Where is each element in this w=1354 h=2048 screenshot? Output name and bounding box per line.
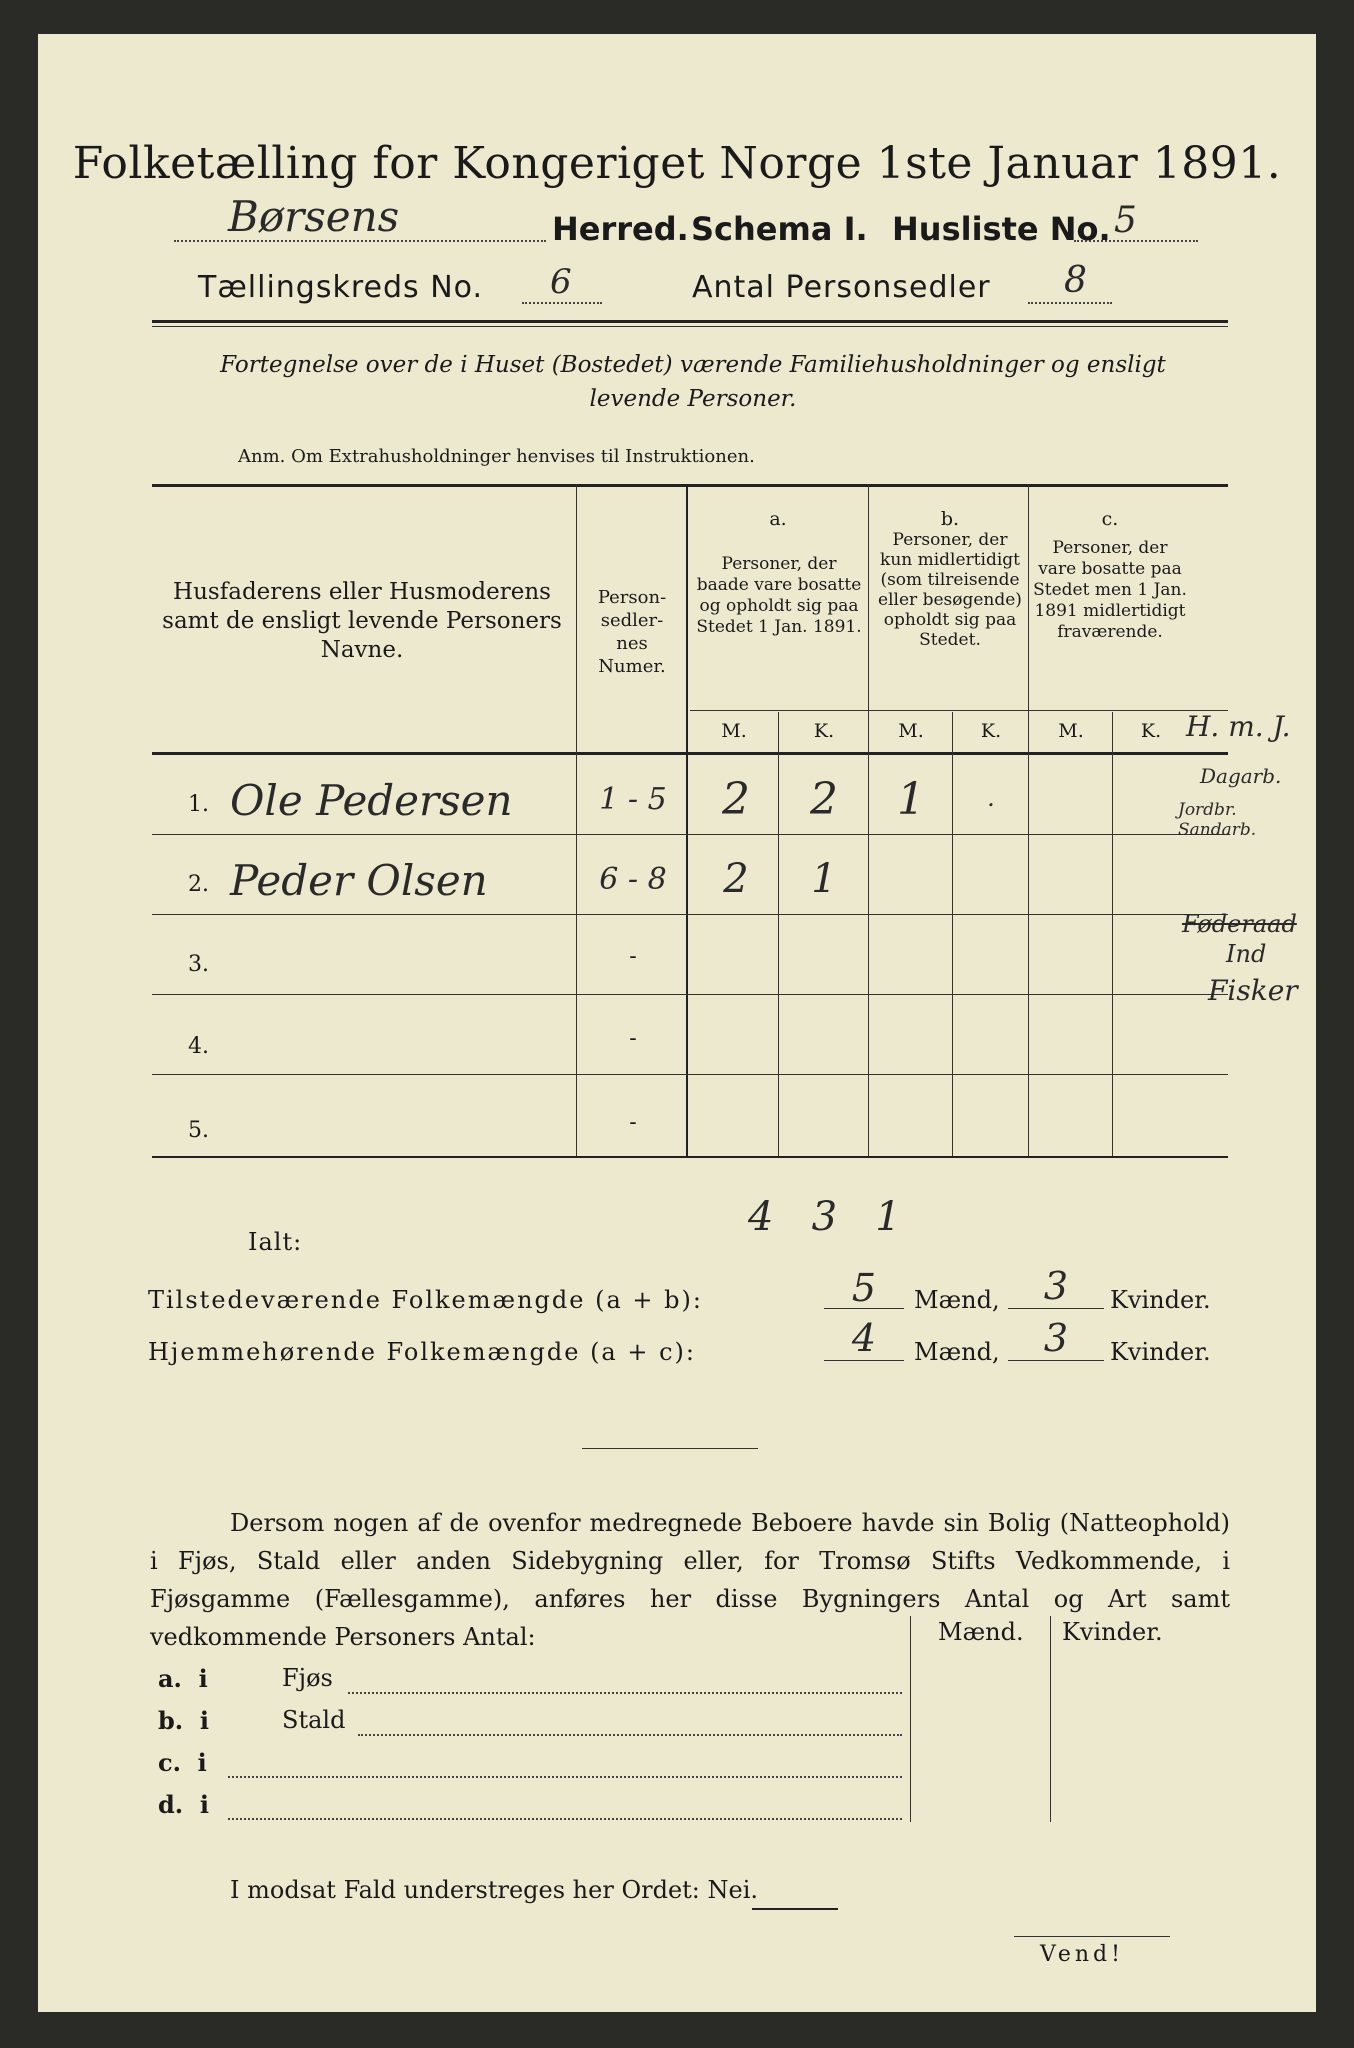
- a-m-label: M.: [721, 720, 747, 742]
- table-row: [152, 834, 1228, 914]
- col-numer-header: Person-sedler-nes Numer.: [597, 587, 667, 677]
- husliste-value: 5: [1114, 200, 1137, 241]
- form-title: Folketælling for Kongeriget Norge 1ste Januar 1891.: [72, 138, 1282, 189]
- building-row-c: [158, 1748, 918, 1784]
- hjemme-kvinder: 3: [1043, 1316, 1069, 1360]
- row-name: Peder Olsen: [230, 856, 488, 905]
- anm-note: Anm. Om Extrahusholdninger henvises til Instruktionen.: [238, 446, 755, 467]
- row-numer: -: [629, 944, 637, 969]
- building-row-b: [158, 1706, 918, 1742]
- hjemme-kvinder-label: Kvinder.: [1110, 1338, 1211, 1366]
- header-rule-thin: [152, 326, 1228, 327]
- buildings-kvinder-header: Kvinder.: [1062, 1618, 1163, 1646]
- row-a-m: 2: [722, 774, 750, 825]
- tilstede-kvinder: 3: [1043, 1264, 1069, 1308]
- col-c-letter: c.: [1101, 508, 1119, 530]
- row-b-m: 1: [897, 774, 925, 825]
- col-c-header: Personer, der vare bosatte paa Stedet men 1 Jan. 1891 midlertidigt fraværende.: [1033, 538, 1187, 642]
- c-k-label: K.: [1140, 720, 1162, 742]
- c-m-label: M.: [1058, 720, 1084, 742]
- section-divider: [582, 1448, 758, 1449]
- building-row-d: [158, 1790, 918, 1826]
- tilstede-maend: 5: [851, 1266, 877, 1310]
- building-dotline: [358, 1734, 902, 1736]
- table-row: [152, 1074, 1228, 1156]
- row-numer: -: [629, 1110, 637, 1135]
- buildings-paragraph: Dersom nogen af de ovenfor medregnede Beboere havde sin Bolig (Natteophold) i Fjøs, Stald eller anden Sidebygning eller, for Tromsø Stifts Vedkommende, i Fjøsgamme (Fællesgamme), anføres her disse Bygningers Antal og Art samt vedkommende Personers Antal:: [150, 1509, 1230, 1651]
- hjemme-maend: 4: [851, 1316, 877, 1360]
- personsedler-value: 8: [1064, 260, 1087, 301]
- margin-note: Føderaad: [1182, 910, 1297, 938]
- personsedler-dotline: [1028, 302, 1112, 304]
- hjemme-kvinder-line: [1008, 1360, 1104, 1361]
- intro-line-1: Fortegnelse over de i Huset (Bostedet) værende Familiehusholdninger og ensligt: [220, 352, 1166, 378]
- row-numer: 1 - 5: [599, 782, 667, 817]
- building-dotline: [228, 1776, 902, 1778]
- herred-value: Børsens: [228, 192, 400, 241]
- row-number: 4.: [188, 1034, 209, 1059]
- building-dotline: [228, 1818, 902, 1820]
- margin-note-top: H. m. J.: [1186, 710, 1291, 743]
- building-row-a: [158, 1664, 918, 1700]
- modsat-text: I modsat Fald understreges her Ordet: Nei.: [230, 1876, 759, 1904]
- row-rule-5: [152, 1156, 1228, 1158]
- table-top-rule: [152, 484, 1228, 487]
- census-form: [38, 34, 1316, 2012]
- row-a-k: 2: [810, 774, 838, 825]
- b-k-label: K.: [980, 720, 1002, 742]
- hjemme-label: Hjemmehørende Folkemængde (a + c):: [148, 1338, 696, 1366]
- vend-rule: [1014, 1936, 1170, 1937]
- table-row: [152, 754, 1228, 834]
- ialt-label: Ialt:: [248, 1228, 303, 1256]
- row-b-k: .: [987, 784, 995, 812]
- herred-label: Herred.: [552, 210, 689, 248]
- building-row-label: c. i: [158, 1748, 207, 1777]
- tilstede-kvinder-line: [1008, 1308, 1104, 1309]
- col-a-header: Personer, der baade vare bosatte og opholdt sig paa Stedet 1 Jan. 1891.: [696, 554, 862, 637]
- row-number: 2.: [188, 872, 209, 897]
- building-row-label: d. i: [158, 1790, 209, 1819]
- intro-line-2: levende Personer.: [589, 386, 797, 412]
- kreds-value: 6: [550, 262, 572, 302]
- table-row: [152, 914, 1228, 994]
- margin-note: Ind: [1226, 940, 1267, 968]
- building-dotline: [348, 1692, 902, 1694]
- schema-label: Schema I.: [691, 210, 868, 248]
- nei-underline: [752, 1908, 838, 1910]
- vend-text: Vend!: [1040, 1942, 1124, 1967]
- tilstede-kvinder-label: Kvinder.: [1110, 1286, 1211, 1314]
- b-m-label: M.: [898, 720, 924, 742]
- personsedler-label: Antal Personsedler: [692, 270, 991, 305]
- building-row-item: Stald: [282, 1706, 346, 1734]
- row-numer: 6 - 8: [599, 862, 667, 897]
- mk-rule: [690, 710, 1228, 711]
- a-k-label: K.: [813, 720, 835, 742]
- row-numer: -: [629, 1026, 637, 1051]
- row-number: 1.: [188, 792, 209, 817]
- tilstede-label: Tilstedeværende Folkemængde (a + b):: [148, 1286, 703, 1314]
- building-row-label: b. i: [158, 1706, 209, 1735]
- building-row-item: Fjøs: [282, 1664, 333, 1692]
- row-number: 5.: [188, 1118, 209, 1143]
- margin-note: Dagarb.: [1200, 764, 1282, 788]
- row-name: Ole Pedersen: [230, 776, 513, 825]
- col-b-header: Personer, der kun midlertidigt (som tilreisende eller besøgende) opholdt sig paa Stedet.: [878, 530, 1022, 650]
- row-a-m: 2: [723, 856, 749, 902]
- row-number: 3.: [188, 952, 209, 977]
- building-row-label: a. i: [158, 1664, 208, 1693]
- margin-note: Fisker: [1208, 974, 1298, 1007]
- table-row: [152, 994, 1228, 1074]
- header-rule: [152, 320, 1228, 323]
- col-b-letter: b.: [940, 508, 960, 530]
- kreds-dotline: [522, 302, 602, 304]
- hjemme-maend-line: [824, 1360, 904, 1361]
- ialt-values: 4 3 1: [748, 1194, 901, 1240]
- hjemme-maend-label: Mænd,: [914, 1338, 1000, 1366]
- tilstede-maend-label: Mænd,: [914, 1286, 1000, 1314]
- row-a-k: 1: [811, 856, 837, 902]
- buildings-maend-header: Mænd.: [938, 1618, 1024, 1646]
- husliste-label: Husliste No.: [892, 210, 1111, 248]
- buildings-vline-2: [1050, 1616, 1051, 1822]
- col-names-header: Husfaderens eller Husmoderens samt de ensligt levende Personers Navne.: [162, 579, 562, 663]
- col-a-letter: a.: [769, 508, 787, 530]
- kreds-label: Tællingskreds No.: [198, 270, 483, 305]
- margin-note: Jordbr. Sandarb.: [1178, 800, 1257, 840]
